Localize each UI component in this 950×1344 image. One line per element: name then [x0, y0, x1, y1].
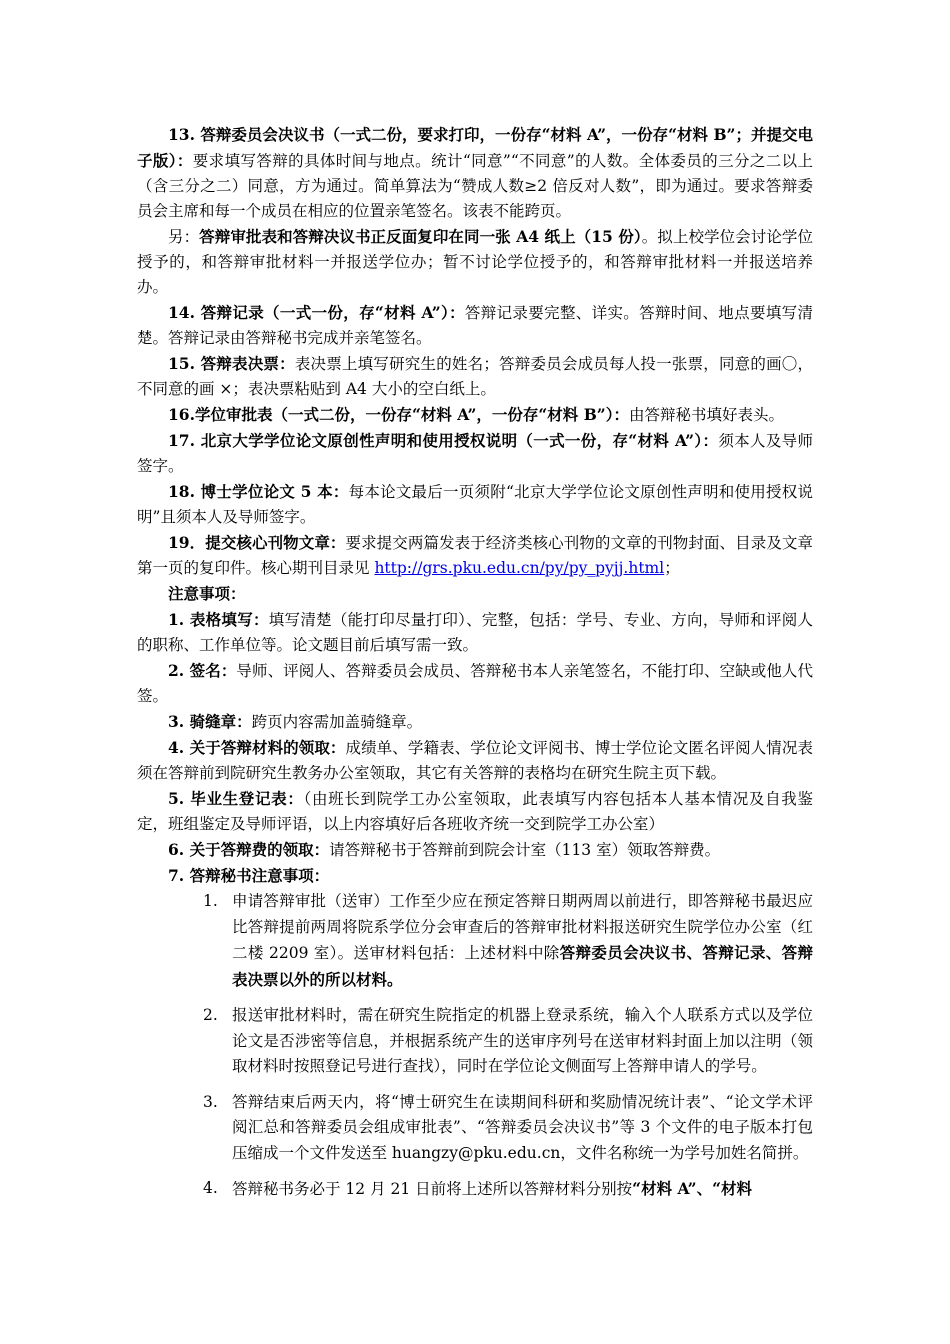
note-2: 2. 签名：导师、评阅人、答辩委员会成员、答辩秘书本人亲笔签名，不能打印、空缺或他人代签。 [137, 661, 813, 705]
item-13: 13. 答辩委员会决议书（一式二份，要求打印，一份存“材料 A”，一份存“材料 B”；并提交电子版）：要求填写答辩的具体时间与地点。统计“同意”“不同意”的人数。全体委员的三分之二以上（含三分之二）同意，方为通过。简单算法为“赞成人数≥2 倍反对人数”，即为通过。要求答辩委员会主席和每一个成员在相应的位置亲笔签名。该表不能跨页。 [137, 125, 813, 220]
secretary-notes-list [137, 889, 813, 1203]
item-14: 14. 答辩记录（一式一份，存“材料 A”）：答辩记录要完整、详实。答辩时间、地点要填写清楚。答辩记录由答辩秘书完成并亲笔签名。 [137, 303, 813, 347]
item-19: 19．提交核心刊物文章：要求提交两篇发表于经济类核心刊物的文章的刊物封面、目录及文章第一页的复印件。核心期刊目录见 http://grs.pku.edu.cn/py/py_pyjj.html； [137, 533, 813, 577]
item-17: 17. 北京大学学位论文原创性声明和使用授权说明（一式一份，存“材料 A”）：须本人及导师签字。 [137, 431, 813, 475]
note-5: 5. 毕业生登记表：（由班长到院学工办公室领取，此表填写内容包括本人基本情况及自我鉴定，班组鉴定及导师评语，以上内容填好后各班收齐统一交到院学工办公室） [137, 789, 813, 833]
item-16: 16.学位审批表（一式二份，一份存“材料 A”，一份存“材料 B”）：由答辩秘书填好表头。 [168, 405, 784, 424]
note-3: 3. 骑缝章：跨页内容需加盖骑缝章。 [168, 712, 423, 731]
item-note-a4: 另：答辩审批表和答辩决议书正反面复印在同一张 A4 纸上（15 份）。拟上校学位会讨论学位授予的，和答辩审批材料一并报送学位办；暂不讨论学位授予的，和答辩审批材料一并报送培养办。 [137, 227, 813, 296]
list-item: 3. 答辩结束后两天内，将“博士研究生在读期间科研和奖励情况统计表”、“论文学术评阅汇总和答辩委员会组成审批表”、“答辩委员会决议书”等 3 个文件的电子版本打包压缩成一个文件发送至 huangzy@pku.edu.cn，文件名称统一为学号加姓名简拼。 [203, 1092, 813, 1162]
note-1: 1. 表格填写：填写清楚（能打印尽量打印）、完整，包括：学号、专业、方向，导师和评阅人的职称、工作单位等。论文题目前后填写需一致。 [137, 610, 814, 654]
note-6: 6. 关于答辩费的领取：请答辩秘书于答辩前到院会计室（113 室）领取答辩费。 [168, 840, 721, 859]
note-4: 4. 关于答辩材料的领取：成绩单、学籍表、学位论文评阅书、博士学位论文匿名评阅人情况表须在答辩前到院研究生教务办公室领取，其它有关答辩的表格均在研究生院主页下载。 [137, 738, 813, 782]
list-item: 2. 报送审批材料时，需在研究生院指定的机器上登录系统，输入个人联系方式以及学位论文是否涉密等信息，并根据系统产生的送审序列号在送审材料封面上加以注明（领取材料时按照登记号进行查找），同时在学位论文侧面写上答辩申请人的学号。 [203, 1006, 813, 1075]
list-item: 1. 申请答辩审批（送审）工作至少应在预定答辩日期两周以前进行，即答辩秘书最迟应比答辩提前两周将院系学位分会审查后的答辩审批材料报送研究生院学位办公室（红二楼 2209 室）。送审材料包括：上述材料中除答辩委员会决议书、答辩记录、答辩表决票以外的所以材料。 [203, 892, 813, 989]
journal-list-link[interactable]: http://grs.pku.edu.cn/py/py_pyjj.html [374, 559, 665, 577]
notes-heading: 注意事项： [168, 584, 246, 603]
document-body [137, 122, 813, 1213]
note-7: 7. 答辩秘书注意事项： [168, 866, 330, 885]
item-15: 15. 答辩表决票：表决票上填写研究生的姓名；答辩委员会成员每人投一张票，同意的画〇，不同意的画 ×；表决票粘贴到 A4 大小的空白纸上。 [137, 354, 813, 398]
list-item: 4. 答辩秘书务必于 12 月 21 日前将上述所以答辩材料分别按“材料 A”、“材料 [203, 1179, 752, 1198]
item-18: 18. 博士学位论文 5 本：每本论文最后一页须附“北京大学学位论文原创性声明和使用授权说明”且须本人及导师签字。 [137, 482, 813, 526]
